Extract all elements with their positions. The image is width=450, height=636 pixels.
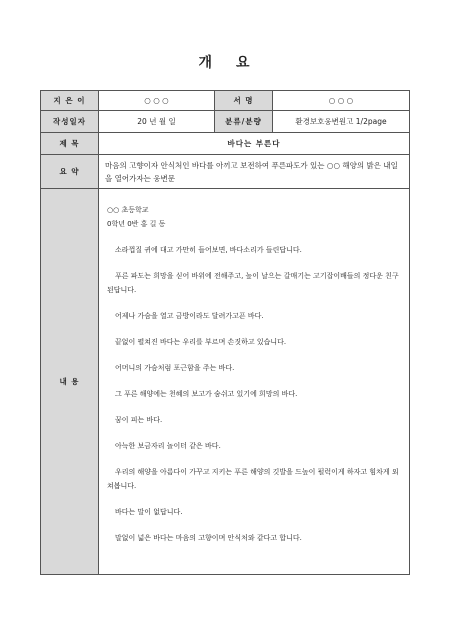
subject-value: 바다는 부른다 [99,133,410,155]
category-label: 분류/분량 [215,111,273,133]
row-subject [41,133,410,155]
row-content [41,189,410,575]
row-summary [41,155,410,189]
paragraph: 푸른 파도는 희망을 싣어 바위에 전해주고, 높이 날으는 갈매기는 고기잡이배들의 정다운 친구 된답니다. [107,272,399,294]
paragraph: 어머니의 가슴처럼 포근함을 주는 바다. [115,364,235,372]
author-label: 지 은 이 [41,91,99,111]
student-line: 0학년 0반 홍 길 동 [107,220,166,228]
row-author [41,91,410,111]
paragraph: 어제나 가슴을 열고 금방이라도 달려가고픈 바다. [115,312,264,320]
paragraph: 끝없이 펼쳐진 바다는 우리를 부르며 손짓하고 있습니다. [115,338,287,346]
school-line: ○○ 초등학교 [107,206,149,214]
author-value: ○ ○ ○ [99,91,215,111]
paragraph: 우리의 해양을 아름다이 가꾸고 지키는 푸른 해양의 깃발을 드높이 펄럭이게 하자고 힘차게 외쳐봅니다. [107,468,399,490]
page-title-part2: 요 [236,55,252,71]
paragraph: 바다는 말이 없답니다. [115,508,183,516]
paragraph: 꿈이 피는 바다. [115,416,163,424]
date-label: 작성일자 [41,111,99,133]
paragraph: 말없이 넓은 바다는 마음의 고향이며 안식처와 같다고 합니다. [115,534,302,542]
content-label: 내 용 [41,189,99,575]
date-value: 20 년 월 일 [99,111,215,133]
paragraph: 그 푸른 해양에는 천혜의 보고가 숨쉬고 있기에 희망의 바다. [115,390,298,398]
paragraph: 소라껍질 귀에 대고 가만히 들어보면, 바다소리가 들린답니다. [115,246,302,254]
page-title [0,52,450,72]
summary-value: 마음의 고향이자 안식처인 바다를 아끼고 보전하여 푸른파도가 있는 ○○ 해양의 밝은 내일을 열어가자는 웅변문 [99,155,410,189]
content-body [99,189,410,575]
book-title-label: 서 명 [215,91,273,111]
summary-label: 요 약 [41,155,99,189]
category-value: 환경보호웅변원고 1/2page [273,111,410,133]
page-title-part1: 개 [198,55,214,71]
book-title-value: ○ ○ ○ [273,91,410,111]
paragraph: 아늑한 보금자리 놀이터 같은 바다. [115,442,221,450]
subject-label: 제 목 [41,133,99,155]
overview-form-table [40,90,410,575]
row-date [41,111,410,133]
